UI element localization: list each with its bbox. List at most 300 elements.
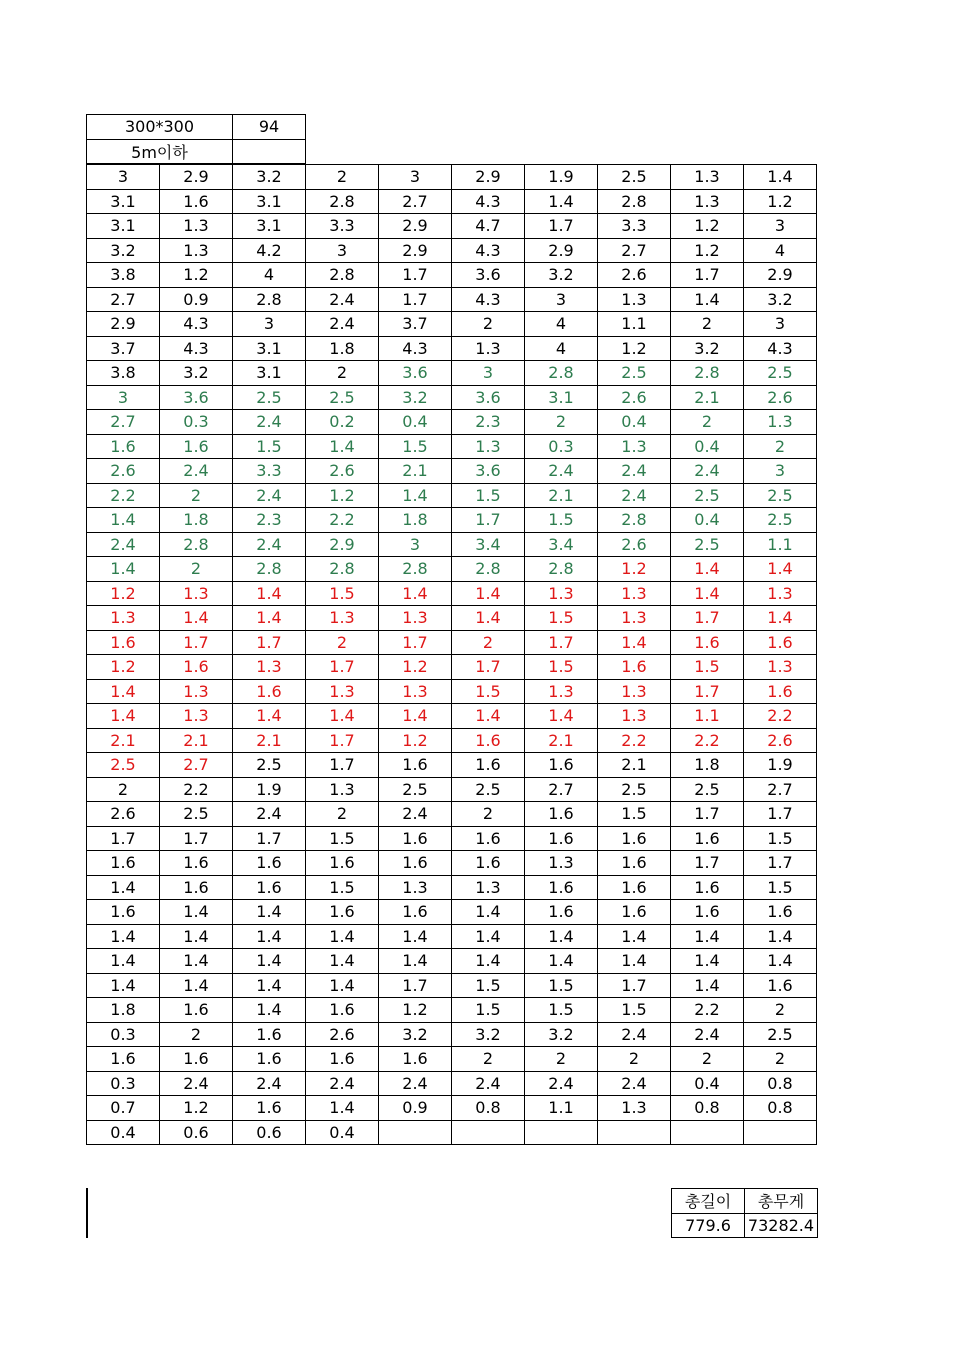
table-cell[interactable]: 3.2 — [525, 1022, 598, 1047]
table-cell[interactable]: 2.4 — [379, 802, 452, 827]
table-cell[interactable]: 2.5 — [671, 532, 744, 557]
table-cell[interactable]: 1.6 — [525, 875, 598, 900]
table-cell[interactable]: 2.5 — [598, 361, 671, 386]
table-cell[interactable]: 2.5 — [306, 385, 379, 410]
table-cell[interactable]: 1.4 — [671, 557, 744, 582]
table-cell[interactable]: 2.4 — [306, 1071, 379, 1096]
table-cell[interactable]: 1.6 — [306, 1047, 379, 1072]
table-cell[interactable]: 2.1 — [233, 728, 306, 753]
table-cell[interactable]: 0.8 — [744, 1096, 817, 1121]
table-cell[interactable]: 1.4 — [87, 704, 160, 729]
table-cell[interactable]: 3.7 — [379, 312, 452, 337]
empty-cell[interactable] — [233, 139, 306, 164]
table-cell[interactable]: 2.9 — [525, 238, 598, 263]
table-cell[interactable]: 1.6 — [744, 679, 817, 704]
table-cell[interactable]: 1.7 — [598, 973, 671, 998]
table-cell[interactable]: 1.3 — [744, 655, 817, 680]
table-cell[interactable]: 2.4 — [306, 287, 379, 312]
table-cell[interactable]: 2.5 — [233, 753, 306, 778]
table-cell[interactable]: 2.8 — [452, 557, 525, 582]
table-cell[interactable]: 1.4 — [744, 557, 817, 582]
table-cell[interactable]: 2.8 — [598, 508, 671, 533]
table-cell[interactable]: 2.3 — [452, 410, 525, 435]
table-cell[interactable]: 1.4 — [160, 900, 233, 925]
table-cell[interactable]: 1.4 — [306, 1096, 379, 1121]
table-cell[interactable]: 2.9 — [744, 263, 817, 288]
table-cell[interactable]: 1.4 — [452, 949, 525, 974]
table-cell[interactable]: 3.2 — [452, 1022, 525, 1047]
table-cell[interactable]: 1.4 — [671, 973, 744, 998]
table-cell[interactable]: 1.3 — [598, 679, 671, 704]
table-cell[interactable]: 1.6 — [671, 630, 744, 655]
table-cell[interactable]: 3.1 — [233, 336, 306, 361]
table-cell[interactable]: 1.5 — [525, 973, 598, 998]
table-cell[interactable]: 1.3 — [379, 606, 452, 631]
table-cell[interactable]: 1.4 — [744, 949, 817, 974]
table-cell[interactable]: 1.4 — [306, 973, 379, 998]
table-cell[interactable]: 1.3 — [306, 679, 379, 704]
table-cell[interactable]: 2 — [671, 410, 744, 435]
table-cell[interactable]: 1.6 — [452, 728, 525, 753]
table-cell[interactable]: 1.4 — [87, 973, 160, 998]
table-cell[interactable]: 1.3 — [525, 851, 598, 876]
table-cell[interactable] — [379, 1120, 452, 1145]
table-cell[interactable]: 1.5 — [233, 434, 306, 459]
table-cell[interactable]: 1.5 — [525, 508, 598, 533]
table-cell[interactable]: 1.2 — [671, 238, 744, 263]
table-cell[interactable]: 3.2 — [744, 287, 817, 312]
table-cell[interactable]: 3.2 — [160, 361, 233, 386]
table-cell[interactable]: 1.3 — [233, 655, 306, 680]
table-cell[interactable]: 2 — [671, 1047, 744, 1072]
table-cell[interactable]: 1.6 — [306, 998, 379, 1023]
table-cell[interactable]: 1.5 — [744, 875, 817, 900]
table-cell[interactable]: 1.9 — [744, 753, 817, 778]
table-cell[interactable]: 1.4 — [233, 973, 306, 998]
table-cell[interactable]: 1.5 — [744, 826, 817, 851]
table-cell[interactable]: 1.3 — [598, 434, 671, 459]
table-cell[interactable]: 1.3 — [452, 875, 525, 900]
table-cell[interactable]: 1.7 — [87, 826, 160, 851]
table-cell[interactable]: 1.6 — [87, 1047, 160, 1072]
table-cell[interactable]: 4.3 — [744, 336, 817, 361]
table-cell[interactable]: 3.1 — [233, 214, 306, 239]
table-cell[interactable]: 2.1 — [160, 728, 233, 753]
table-cell[interactable]: 1.6 — [233, 1022, 306, 1047]
table-cell[interactable]: 2.9 — [379, 238, 452, 263]
table-cell[interactable]: 0.4 — [671, 1071, 744, 1096]
table-cell[interactable]: 1.3 — [671, 189, 744, 214]
table-cell[interactable]: 2.5 — [598, 165, 671, 190]
table-cell[interactable]: 3.8 — [87, 263, 160, 288]
table-cell[interactable]: 1.6 — [525, 753, 598, 778]
table-cell[interactable]: 1.6 — [598, 875, 671, 900]
table-cell[interactable]: 0.4 — [306, 1120, 379, 1145]
table-cell[interactable]: 2 — [598, 1047, 671, 1072]
table-cell[interactable]: 1.4 — [160, 606, 233, 631]
table-cell[interactable]: 2 — [306, 802, 379, 827]
table-cell[interactable]: 1.6 — [525, 900, 598, 925]
table-cell[interactable]: 2 — [306, 165, 379, 190]
table-cell[interactable]: 1.6 — [233, 679, 306, 704]
table-cell[interactable]: 3 — [379, 165, 452, 190]
table-cell[interactable]: 2.7 — [160, 753, 233, 778]
table-cell[interactable] — [525, 1120, 598, 1145]
table-cell[interactable]: 1.6 — [306, 900, 379, 925]
table-cell[interactable]: 3 — [379, 532, 452, 557]
table-cell[interactable]: 1.6 — [87, 630, 160, 655]
table-cell[interactable]: 2.9 — [87, 312, 160, 337]
table-cell[interactable]: 1.7 — [379, 287, 452, 312]
table-cell[interactable]: 2.8 — [379, 557, 452, 582]
table-cell[interactable]: 1.6 — [233, 851, 306, 876]
table-cell[interactable]: 2.8 — [306, 557, 379, 582]
table-cell[interactable]: 1.3 — [744, 581, 817, 606]
table-cell[interactable] — [452, 1120, 525, 1145]
table-cell[interactable]: 1.4 — [598, 924, 671, 949]
table-cell[interactable]: 1.4 — [233, 900, 306, 925]
table-cell[interactable]: 1.6 — [671, 826, 744, 851]
table-cell[interactable]: 2.2 — [87, 483, 160, 508]
table-cell[interactable]: 1.3 — [598, 606, 671, 631]
table-cell[interactable]: 2.5 — [744, 361, 817, 386]
table-cell[interactable]: 1.6 — [379, 826, 452, 851]
table-cell[interactable]: 3 — [87, 165, 160, 190]
table-cell[interactable]: 3.4 — [452, 532, 525, 557]
table-cell[interactable]: 0.7 — [87, 1096, 160, 1121]
table-cell[interactable]: 1.4 — [233, 704, 306, 729]
table-cell[interactable]: 1.7 — [671, 606, 744, 631]
table-cell[interactable]: 1.2 — [379, 998, 452, 1023]
table-cell[interactable]: 3.2 — [87, 238, 160, 263]
table-cell[interactable]: 1.6 — [671, 900, 744, 925]
table-cell[interactable]: 1.5 — [452, 679, 525, 704]
table-cell[interactable]: 1.6 — [160, 189, 233, 214]
total-length-value[interactable]: 779.6 — [672, 1213, 745, 1238]
table-cell[interactable]: 2.9 — [306, 532, 379, 557]
table-cell[interactable]: 4 — [233, 263, 306, 288]
table-cell[interactable]: 1.7 — [671, 851, 744, 876]
table-cell[interactable]: 2.7 — [87, 287, 160, 312]
table-cell[interactable]: 1.3 — [306, 777, 379, 802]
table-cell[interactable]: 1.9 — [233, 777, 306, 802]
table-cell[interactable]: 1.4 — [671, 949, 744, 974]
table-cell[interactable]: 2.1 — [87, 728, 160, 753]
table-cell[interactable]: 2.6 — [744, 728, 817, 753]
table-cell[interactable]: 2.4 — [379, 1071, 452, 1096]
table-cell[interactable]: 1.2 — [87, 655, 160, 680]
table-cell[interactable]: 1.3 — [160, 679, 233, 704]
table-cell[interactable]: 2.7 — [598, 238, 671, 263]
table-cell[interactable]: 2.4 — [233, 483, 306, 508]
table-cell[interactable]: 1.4 — [306, 949, 379, 974]
table-cell[interactable]: 1.7 — [525, 630, 598, 655]
table-cell[interactable]: 2 — [671, 312, 744, 337]
table-cell[interactable]: 2.8 — [306, 263, 379, 288]
table-cell[interactable]: 1.6 — [379, 900, 452, 925]
table-cell[interactable]: 2.8 — [233, 287, 306, 312]
table-cell[interactable]: 2.4 — [598, 1022, 671, 1047]
table-cell[interactable]: 1.7 — [452, 508, 525, 533]
table-cell[interactable]: 1.4 — [87, 875, 160, 900]
table-cell[interactable]: 1.4 — [87, 508, 160, 533]
table-cell[interactable]: 2.4 — [525, 459, 598, 484]
table-cell[interactable]: 1.3 — [160, 704, 233, 729]
table-cell[interactable]: 1.7 — [233, 826, 306, 851]
table-cell[interactable]: 1.4 — [233, 581, 306, 606]
table-cell[interactable]: 1.6 — [160, 655, 233, 680]
table-cell[interactable]: 1.3 — [452, 336, 525, 361]
table-cell[interactable]: 1.2 — [306, 483, 379, 508]
table-cell[interactable]: 1.4 — [87, 679, 160, 704]
table-cell[interactable]: 1.4 — [379, 581, 452, 606]
table-cell[interactable]: 2.8 — [525, 361, 598, 386]
table-cell[interactable]: 1.8 — [306, 336, 379, 361]
table-cell[interactable]: 1.6 — [598, 851, 671, 876]
table-cell[interactable]: 2.5 — [744, 483, 817, 508]
table-cell[interactable]: 2.8 — [598, 189, 671, 214]
table-cell[interactable]: 0.4 — [671, 434, 744, 459]
table-cell[interactable]: 0.9 — [379, 1096, 452, 1121]
table-cell[interactable]: 2 — [452, 312, 525, 337]
table-cell[interactable]: 4 — [525, 336, 598, 361]
table-cell[interactable]: 1.6 — [87, 900, 160, 925]
table-cell[interactable]: 1.6 — [87, 851, 160, 876]
table-cell[interactable]: 1.3 — [525, 679, 598, 704]
table-cell[interactable]: 1.4 — [525, 924, 598, 949]
table-cell[interactable]: 2.4 — [671, 1022, 744, 1047]
table-cell[interactable]: 1.7 — [306, 655, 379, 680]
table-cell[interactable]: 1.3 — [744, 410, 817, 435]
table-cell[interactable]: 1.4 — [233, 924, 306, 949]
table-cell[interactable]: 3.2 — [379, 1022, 452, 1047]
table-cell[interactable]: 1.4 — [452, 606, 525, 631]
table-cell[interactable]: 2 — [87, 777, 160, 802]
table-cell[interactable]: 1.5 — [525, 998, 598, 1023]
table-cell[interactable]: 4.3 — [452, 287, 525, 312]
table-cell[interactable]: 1.4 — [744, 924, 817, 949]
table-cell[interactable]: 1.6 — [744, 900, 817, 925]
table-cell[interactable]: 2.9 — [379, 214, 452, 239]
table-cell[interactable]: 3.6 — [452, 459, 525, 484]
table-cell[interactable]: 1.3 — [379, 875, 452, 900]
table-cell[interactable]: 1.2 — [379, 728, 452, 753]
table-cell[interactable]: 1.8 — [160, 508, 233, 533]
table-cell[interactable]: 1.4 — [306, 924, 379, 949]
table-cell[interactable]: 1.8 — [87, 998, 160, 1023]
table-cell[interactable]: 1.4 — [87, 924, 160, 949]
table-cell[interactable]: 1.6 — [671, 875, 744, 900]
table-cell[interactable]: 1.4 — [598, 630, 671, 655]
table-cell[interactable]: 3.2 — [379, 385, 452, 410]
table-cell[interactable]: 1.4 — [744, 165, 817, 190]
table-cell[interactable]: 1.6 — [598, 826, 671, 851]
table-cell[interactable]: 1.3 — [452, 434, 525, 459]
total-weight-value[interactable]: 73282.4 — [745, 1213, 818, 1238]
table-cell[interactable]: 1.7 — [525, 214, 598, 239]
table-cell[interactable]: 1.3 — [160, 238, 233, 263]
length-label-cell[interactable]: 5m이하 — [87, 139, 233, 164]
table-cell[interactable]: 2.6 — [306, 1022, 379, 1047]
table-cell[interactable]: 2.1 — [525, 728, 598, 753]
table-cell[interactable]: 2 — [452, 1047, 525, 1072]
table-cell[interactable]: 1.6 — [452, 851, 525, 876]
table-cell[interactable]: 2 — [160, 483, 233, 508]
table-cell[interactable]: 1.4 — [87, 557, 160, 582]
table-cell[interactable]: 2.7 — [87, 410, 160, 435]
table-cell[interactable]: 1.6 — [525, 826, 598, 851]
table-cell[interactable] — [598, 1120, 671, 1145]
table-cell[interactable]: 1.3 — [598, 287, 671, 312]
table-cell[interactable]: 1.5 — [306, 581, 379, 606]
table-cell[interactable]: 1.4 — [233, 949, 306, 974]
table-cell[interactable]: 2.4 — [598, 1071, 671, 1096]
table-cell[interactable]: 0.8 — [671, 1096, 744, 1121]
table-cell[interactable]: 2.8 — [671, 361, 744, 386]
table-cell[interactable]: 1.6 — [379, 1047, 452, 1072]
table-cell[interactable]: 3.1 — [87, 214, 160, 239]
table-cell[interactable]: 1.5 — [306, 875, 379, 900]
table-cell[interactable]: 2 — [452, 802, 525, 827]
table-cell[interactable]: 3.3 — [233, 459, 306, 484]
table-cell[interactable]: 0.4 — [671, 508, 744, 533]
table-cell[interactable]: 1.4 — [744, 606, 817, 631]
table-cell[interactable]: 1.5 — [306, 826, 379, 851]
table-cell[interactable]: 0.2 — [306, 410, 379, 435]
table-cell[interactable]: 1.6 — [160, 434, 233, 459]
table-cell[interactable] — [671, 1120, 744, 1145]
table-cell[interactable]: 1.1 — [671, 704, 744, 729]
table-cell[interactable]: 1.4 — [233, 998, 306, 1023]
table-cell[interactable]: 2.6 — [306, 459, 379, 484]
table-cell[interactable]: 1.2 — [671, 214, 744, 239]
total-length-label[interactable]: 총길이 — [672, 1189, 745, 1214]
table-cell[interactable]: 2.5 — [598, 777, 671, 802]
table-cell[interactable]: 1.7 — [379, 263, 452, 288]
table-cell[interactable] — [744, 1120, 817, 1145]
table-cell[interactable]: 2.1 — [379, 459, 452, 484]
table-cell[interactable]: 2 — [160, 1022, 233, 1047]
table-cell[interactable]: 2.2 — [671, 728, 744, 753]
table-cell[interactable]: 3.1 — [233, 361, 306, 386]
table-cell[interactable]: 2.6 — [598, 263, 671, 288]
table-cell[interactable]: 1.7 — [160, 630, 233, 655]
table-cell[interactable]: 3 — [87, 385, 160, 410]
table-cell[interactable]: 1.6 — [744, 973, 817, 998]
table-cell[interactable]: 0.8 — [452, 1096, 525, 1121]
table-cell[interactable]: 4.3 — [452, 238, 525, 263]
table-cell[interactable]: 1.4 — [452, 924, 525, 949]
table-cell[interactable]: 1.2 — [87, 581, 160, 606]
table-cell[interactable]: 2.7 — [525, 777, 598, 802]
table-cell[interactable]: 2.4 — [306, 312, 379, 337]
table-cell[interactable]: 3 — [744, 312, 817, 337]
table-cell[interactable]: 1.4 — [452, 900, 525, 925]
table-cell[interactable]: 1.7 — [379, 630, 452, 655]
table-cell[interactable]: 3 — [233, 312, 306, 337]
table-cell[interactable]: 2.4 — [598, 483, 671, 508]
table-cell[interactable]: 1.4 — [452, 704, 525, 729]
table-cell[interactable]: 2.4 — [233, 1071, 306, 1096]
table-cell[interactable]: 2.1 — [525, 483, 598, 508]
table-cell[interactable]: 1.6 — [452, 753, 525, 778]
table-cell[interactable]: 4.3 — [452, 189, 525, 214]
table-cell[interactable]: 2.6 — [87, 802, 160, 827]
table-cell[interactable]: 1.7 — [744, 851, 817, 876]
table-cell[interactable]: 1.6 — [87, 434, 160, 459]
table-cell[interactable]: 1.6 — [160, 851, 233, 876]
table-cell[interactable]: 2 — [525, 410, 598, 435]
table-cell[interactable]: 1.7 — [671, 679, 744, 704]
table-cell[interactable]: 1.4 — [671, 581, 744, 606]
table-cell[interactable]: 2.5 — [233, 385, 306, 410]
table-cell[interactable]: 3 — [744, 214, 817, 239]
table-cell[interactable]: 1.3 — [306, 606, 379, 631]
table-cell[interactable]: 3.2 — [525, 263, 598, 288]
size-value-cell[interactable]: 94 — [233, 115, 306, 140]
table-cell[interactable]: 2.4 — [233, 410, 306, 435]
table-cell[interactable]: 3.6 — [160, 385, 233, 410]
table-cell[interactable]: 3.1 — [87, 189, 160, 214]
table-cell[interactable]: 1.4 — [525, 189, 598, 214]
table-cell[interactable]: 3.6 — [452, 263, 525, 288]
table-cell[interactable]: 2.5 — [452, 777, 525, 802]
table-cell[interactable]: 1.5 — [379, 434, 452, 459]
size-label-cell[interactable]: 300*300 — [87, 115, 233, 140]
table-cell[interactable]: 1.2 — [160, 1096, 233, 1121]
table-cell[interactable]: 1.3 — [598, 704, 671, 729]
table-cell[interactable]: 0.8 — [744, 1071, 817, 1096]
table-cell[interactable]: 2.7 — [744, 777, 817, 802]
table-cell[interactable]: 1.5 — [671, 655, 744, 680]
table-cell[interactable]: 1.4 — [306, 434, 379, 459]
table-cell[interactable]: 1.7 — [671, 263, 744, 288]
table-cell[interactable]: 2.8 — [160, 532, 233, 557]
table-cell[interactable]: 3.1 — [233, 189, 306, 214]
table-cell[interactable]: 2.8 — [525, 557, 598, 582]
table-cell[interactable]: 2 — [160, 557, 233, 582]
table-cell[interactable]: 0.3 — [160, 410, 233, 435]
table-cell[interactable]: 2.2 — [671, 998, 744, 1023]
table-cell[interactable]: 2.4 — [160, 459, 233, 484]
table-cell[interactable]: 1.3 — [598, 581, 671, 606]
table-cell[interactable]: 2.2 — [160, 777, 233, 802]
table-cell[interactable]: 3 — [306, 238, 379, 263]
table-cell[interactable]: 4.3 — [160, 312, 233, 337]
table-cell[interactable]: 1.2 — [744, 189, 817, 214]
table-cell[interactable]: 1.1 — [744, 532, 817, 557]
table-cell[interactable]: 3.2 — [233, 165, 306, 190]
table-cell[interactable]: 1.9 — [525, 165, 598, 190]
table-cell[interactable]: 2 — [744, 434, 817, 459]
table-cell[interactable]: 2.5 — [379, 777, 452, 802]
table-cell[interactable]: 0.9 — [160, 287, 233, 312]
table-cell[interactable]: 1.3 — [598, 1096, 671, 1121]
table-cell[interactable]: 2 — [744, 1047, 817, 1072]
table-cell[interactable]: 2.6 — [598, 385, 671, 410]
table-cell[interactable]: 1.4 — [160, 949, 233, 974]
table-cell[interactable]: 0.6 — [160, 1120, 233, 1145]
table-cell[interactable]: 2.2 — [306, 508, 379, 533]
table-cell[interactable]: 1.6 — [160, 1047, 233, 1072]
table-cell[interactable]: 1.3 — [671, 165, 744, 190]
table-cell[interactable]: 1.6 — [306, 851, 379, 876]
table-cell[interactable]: 1.6 — [379, 851, 452, 876]
table-cell[interactable]: 1.2 — [379, 655, 452, 680]
table-cell[interactable]: 1.2 — [598, 336, 671, 361]
table-cell[interactable]: 2.5 — [671, 777, 744, 802]
table-cell[interactable]: 3.6 — [452, 385, 525, 410]
